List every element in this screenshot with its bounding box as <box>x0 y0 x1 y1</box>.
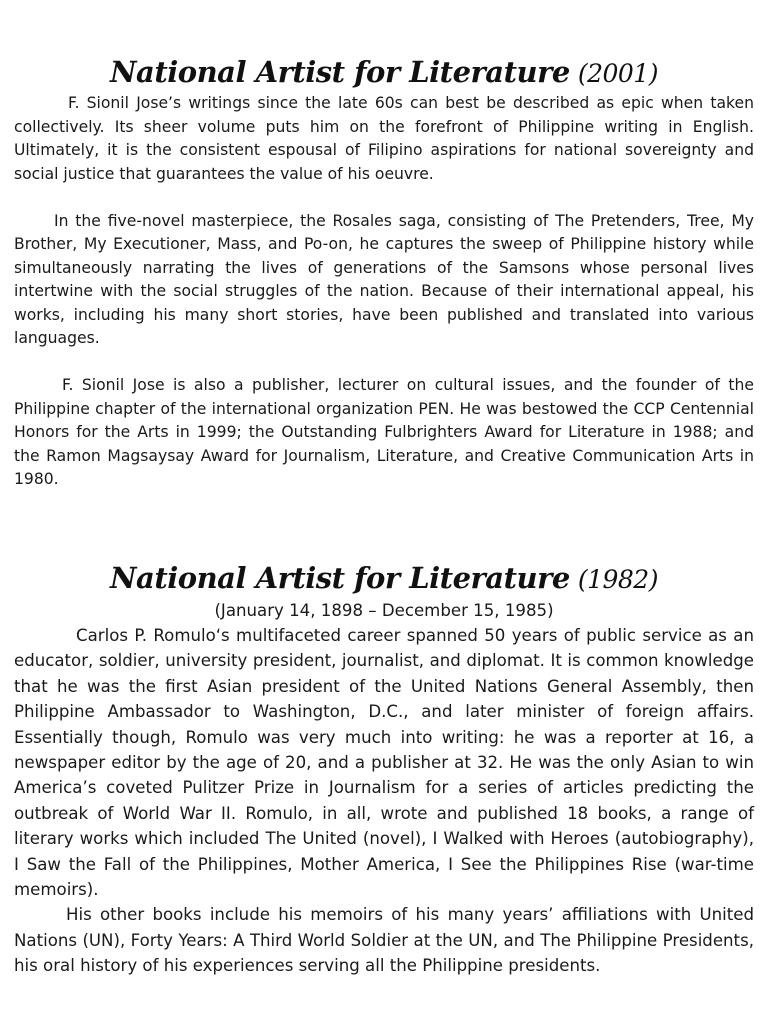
life-dates: (January 14, 1898 – December 15, 1985) <box>214 601 554 620</box>
paragraph-romulo-career: Carlos P. Romulo‘s multifaceted career spanned 50 years of public service as an educator, soldier, university president, journalist, and diplomat. It is common knowledge that he was the first Asian president of the United Nations General Assembly, then Philippine Ambassador to Washington, D.C., and later minister of foreign affairs. Essentially though, Romulo was very much into writing: he was a reporter at 16, a newspaper editor by the age of 20, and a publisher at 32. He was the only Asian to win America’s coveted Pulitzer Prize in Journalism for a series of articles predicting the outbreak of World War II. Romulo, in all, wrote and published 18 books, a range of literary works which included The United (novel), I Walked with Heroes (autobiography), I Saw the Fall of the Philippines, Mother America, I See the Philippines Rise (war-time memoirs). <box>14 626 754 900</box>
section-jose <box>14 54 754 492</box>
heading-title: National Artist for Literature <box>110 561 570 595</box>
section-heading-2001 <box>14 54 754 92</box>
paragraph-romulo-books: His other books include his memoirs of his many years’ affiliations with United Nations (UN), Forty Years: A Third World Soldier at the UN, and The Philippine Presidents, his oral history of his experiences serving all the Philippine presidents. <box>14 905 754 976</box>
paragraph-spacer <box>14 186 754 210</box>
section-heading-1982 <box>14 560 754 598</box>
section-romulo <box>14 560 754 979</box>
paragraph-jose-awards: F. Sionil Jose is also a publisher, lecturer on cultural issues, and the founder of the Philippine chapter of the international organization PEN. He was bestowed the CCP Centennial Honors for the Arts in 1999; the Outstanding Fulbrighters Award for Literature in 1988; and the Ramon Magsaysay Award for Journalism, Literature, and Creative Communication Arts in 1980. <box>14 376 754 488</box>
heading-year: (2001) <box>577 59 658 88</box>
paragraph-spacer <box>14 351 754 375</box>
paragraph-jose-intro: F. Sionil Jose’s writings since the late 60s can best be described as epic when taken collectively. Its sheer volume puts him on the forefront of Philippine writing in English. Ultimately, it is the consistent espousal of Filipino aspirations for national sovereignty and social justice that guarantees the value of his oeuvre. <box>14 94 754 183</box>
paragraph-jose-rosales-saga: In the five-novel masterpiece, the Rosales saga, consisting of The Pretenders, Tree, My Brother, My Executioner, Mass, and Po-on, he captures the sweep of Philippine history while simultaneously narrating the lives of generations of the Samsons whose personal lives intertwine with the social struggles of the nation. Because of their international appeal, his works, including his many short stories, have been published and translated into various languages. <box>14 211 754 347</box>
heading-year: (1982) <box>577 565 658 594</box>
heading-title: National Artist for Literature <box>110 55 570 89</box>
